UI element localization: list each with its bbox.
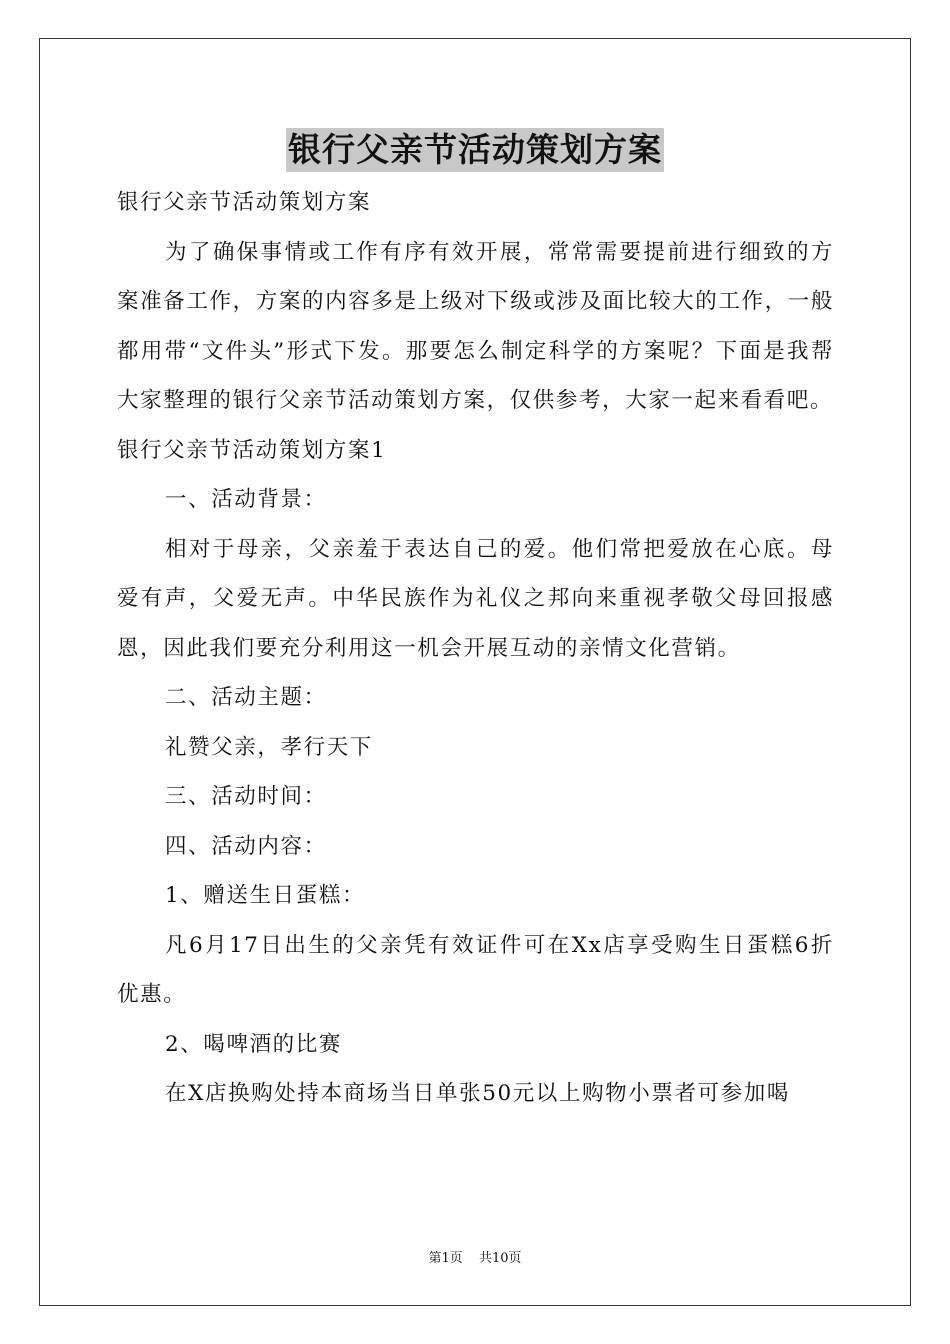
document-body: [117, 178, 834, 1119]
title-container: [0, 128, 950, 172]
item2-paragraph: 在X店换购处持本商场当日单张50元以上购物小票者可参加喝: [165, 1081, 790, 1106]
heading-content: 四、活动内容：: [165, 833, 327, 859]
heading-background: 一、活动背景：: [165, 487, 327, 512]
page-total: 共10页: [478, 1251, 522, 1266]
background-paragraph: 相对于母亲，父亲羞于表达自己的爱。他们常把爱放在心底。母爱有声，父爱无声。中华民族作为礼仪之邦向来重视孝敬父母回报感恩，因此我们要充分利用这一机会开展互动的亲情文化营销。: [117, 536, 834, 661]
theme-text: 礼赞父亲，孝行天下: [165, 734, 373, 760]
page-number: 第1页: [428, 1251, 463, 1266]
page-footer: [0, 1247, 950, 1266]
document-title: 银行父亲节活动策划方案: [286, 128, 664, 172]
intro-paragraph: 为了确保事情或工作有序有效开展，常常需要提前进行细致的方案准备工作，方案的内容多是上级对下级或涉及面比较大的工作，一般都用带“文件头”形式下发。那要怎么制定科学的方案呢？下面是我帮大家整理的银行父亲节活动策划方案，仅供参考，大家一起来看看吧。: [117, 239, 834, 413]
item1-title: 1、赠送生日蛋糕：: [165, 883, 366, 908]
section-title: 银行父亲节活动策划方案1: [117, 437, 387, 463]
item1-paragraph: 凡6月17日出生的父亲凭有效证件可在Xx店享受购生日蛋糕6折优惠。: [117, 932, 834, 1007]
document-subtitle: 银行父亲节活动策划方案: [117, 190, 372, 215]
heading-theme: 二、活动主题：: [165, 685, 327, 710]
heading-time: 三、活动时间：: [165, 784, 327, 809]
item2-title: 2、喝啤酒的比赛: [165, 1031, 342, 1057]
